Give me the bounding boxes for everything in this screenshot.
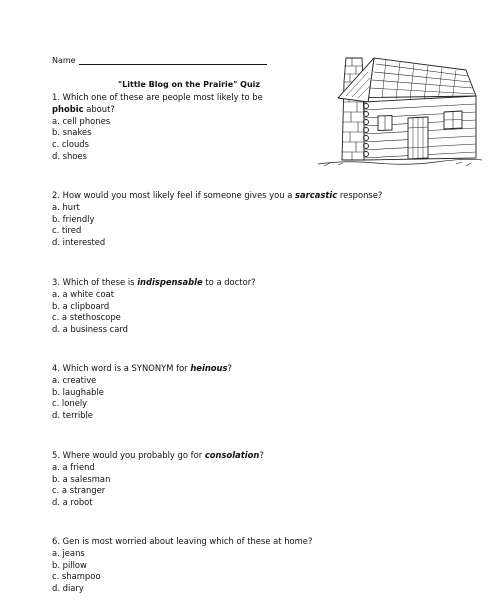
quiz-title: "Little Blog on the Prairie" Quiz xyxy=(118,80,261,89)
option-6d[interactable]: d. diary xyxy=(52,583,84,594)
question-4 xyxy=(52,363,232,422)
option-1b[interactable]: b. snakes xyxy=(52,127,92,138)
question-2 xyxy=(52,190,382,249)
question-6-prompt: 6. Gen is most worried about leaving which of these at home? xyxy=(52,536,313,546)
option-6c[interactable]: c. shampoo xyxy=(52,571,101,582)
option-4d[interactable]: d. terrible xyxy=(52,410,93,421)
question-1-term: phobic xyxy=(52,103,84,114)
question-3 xyxy=(52,277,256,336)
question-5-prompt: 5. Where would you probably go for consolation? xyxy=(52,450,264,460)
option-4c[interactable]: c. lonely xyxy=(52,398,88,409)
option-4b[interactable]: b. laughable xyxy=(52,386,104,397)
option-5d[interactable]: d. a robot xyxy=(52,497,93,508)
option-1a[interactable]: a. cell phones xyxy=(52,115,111,126)
option-2d[interactable]: d. interested xyxy=(52,237,106,248)
option-3a[interactable]: a. a white coat xyxy=(52,288,114,299)
option-2b[interactable]: b. friendly xyxy=(52,213,95,224)
question-3-term: indispensable xyxy=(137,277,203,287)
question-2-term: sarcastic xyxy=(295,190,338,200)
option-2a[interactable]: a. hurt xyxy=(52,201,80,212)
option-1c[interactable]: c. clouds xyxy=(52,139,89,150)
question-1: 1. Which one of these are people most likely to be phobic about? a. cell phones b. snakes c. clouds d. shoes xyxy=(52,92,263,161)
question-5 xyxy=(52,450,264,509)
question-3-prompt: 3. Which of these is indispensable to a doctor? xyxy=(52,277,256,287)
log-cabin-icon xyxy=(316,52,484,168)
option-2c[interactable]: c. tired xyxy=(52,225,82,236)
question-6 xyxy=(52,536,312,595)
option-3c[interactable]: c. a stethoscope xyxy=(52,312,121,323)
option-3b[interactable]: b. a clipboard xyxy=(52,300,110,311)
question-4-term: heinous xyxy=(190,363,228,373)
option-6b[interactable]: b. pillow xyxy=(52,559,87,570)
name-line xyxy=(52,56,267,65)
question-2-prompt: 2. How would you most likely feel if someone gives you a sarcastic response? xyxy=(52,190,383,200)
name-blank[interactable] xyxy=(79,56,267,65)
option-1d[interactable]: d. shoes xyxy=(52,150,87,161)
option-5c[interactable]: c. a stranger xyxy=(52,485,106,496)
option-5b[interactable]: b. a salesman xyxy=(52,473,111,484)
name-label: Name xyxy=(52,56,76,65)
option-4a[interactable]: a. creative xyxy=(52,374,97,385)
question-4-prompt: 4. Which word is a SYNONYM for heinous? xyxy=(52,363,232,373)
option-6a[interactable]: a. jeans xyxy=(52,547,85,558)
question-1-prompt: 1. Which one of these are people most likely to be xyxy=(52,92,263,102)
option-3d[interactable]: d. a business card xyxy=(52,324,128,335)
question-5-term: consolation xyxy=(204,450,260,460)
option-5a[interactable]: a. a friend xyxy=(52,461,95,472)
